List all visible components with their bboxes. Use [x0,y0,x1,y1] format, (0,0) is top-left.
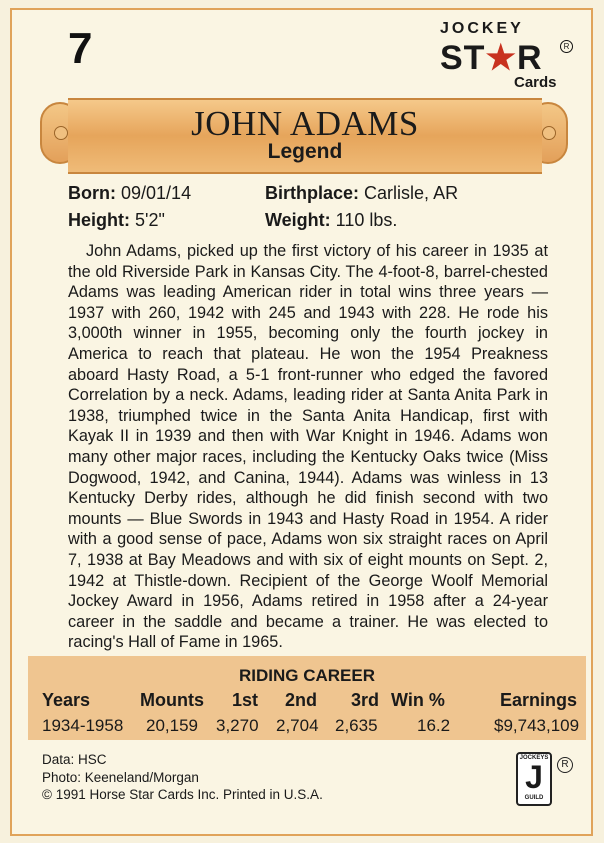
height-stat: Height: 5'2" [68,210,165,230]
registered-mark-icon: R [557,757,573,773]
credit-photo: Photo: Keeneland/Morgan [42,769,199,785]
credits [42,751,323,804]
card-number: 7 [68,24,92,73]
col-3rd-header: 3rd [351,690,380,710]
cell-years: 1934-1958 [42,716,124,735]
cell-3rd: 2,635 [335,716,378,735]
cell-1st: 3,270 [216,716,259,735]
cell-2nd: 2,704 [276,716,319,735]
col-2nd-header: 2nd [285,690,318,710]
riding-career-table [28,656,586,740]
registered-mark-icon: R [560,40,573,53]
col-mounts-header: Mounts [140,690,204,710]
rivet-icon [54,126,68,140]
star-icon: ★ [485,39,517,77]
biography-text: John Adams, picked up the first victory of his career in 1935 at the old Riverside Park in Kansas City. The 4-foot-8, barrel-chested Adams was leading American rider in total wins three years — 1937 with 260, 1942 with 245 and 1943 with 228. He rode his 3,000th winner in 1955, becoming only the fourth jockey in America to reach that plateau. He won the 1954 Preakness aboard Hasty Road, a 5-1 front-runner who edged the favored Correlation by a neck. Adams, leading rider at Santa Anita Park in 1938, triumphed twice in the Santa Anita Handicap, first with Kayak II in 1939 and then with War Knight in 1946. Adams won many other major races, including the Kentucky Oaks twice (Miss Dogwood, 1942, and Canina, 1944). Adams was winless in 13 Kentucky Derby rides, although he did finish second with two mounts — Blue Swords in 1943 and Hasty Road in 1954. A rider with a good sense of pace, Adams won six straight races on April 7, 1938 at Bay Meadows and with six of eight mounts on Sept. 2, 1942 at Thistle-down. Recipient of the George Woolf Memorial Jockey Award in 1956, Adams retired in 1958 after a 24-year career in the saddle and became a trainer. He was elected to racing's Hall of Fame in 1965. [68,242,548,652]
col-earnings-header: Earnings [500,690,578,710]
guild-j-icon: J [525,759,543,795]
guild-top-text: JOCKEYS [519,755,549,761]
rivet-icon [542,126,556,140]
cell-win-pct: 16.2 [417,716,451,735]
weight-stat: Weight: 110 lbs. [265,210,398,230]
col-1st-header: 1st [232,690,259,710]
jockeys-guild-logo [516,752,552,806]
cell-earnings: $9,743,109 [494,716,580,735]
credit-copyright: © 1991 Horse Star Cards Inc. Printed in U.S.A. [42,787,323,802]
guild-bottom-text: GUILD [524,795,544,801]
col-win-pct-header: Win % [391,690,445,710]
credit-data: Data: HSC [42,752,107,767]
logo-jockey-text: JOCKEY [440,20,524,37]
birthplace-stat: Birthplace: Carlisle, AR [265,183,459,203]
logo-cards-text: Cards [514,74,557,91]
col-years-header: Years [42,690,91,710]
logo-star-text: ST★R [440,39,543,77]
jockey-star-cards-logo [440,20,575,90]
career-title: RIDING CAREER [238,666,375,685]
player-title: Legend [267,140,343,163]
born-stat: Born: 09/01/14 [68,183,192,203]
player-name: JOHN ADAMS [191,104,419,143]
cell-mounts: 20,159 [146,716,198,735]
